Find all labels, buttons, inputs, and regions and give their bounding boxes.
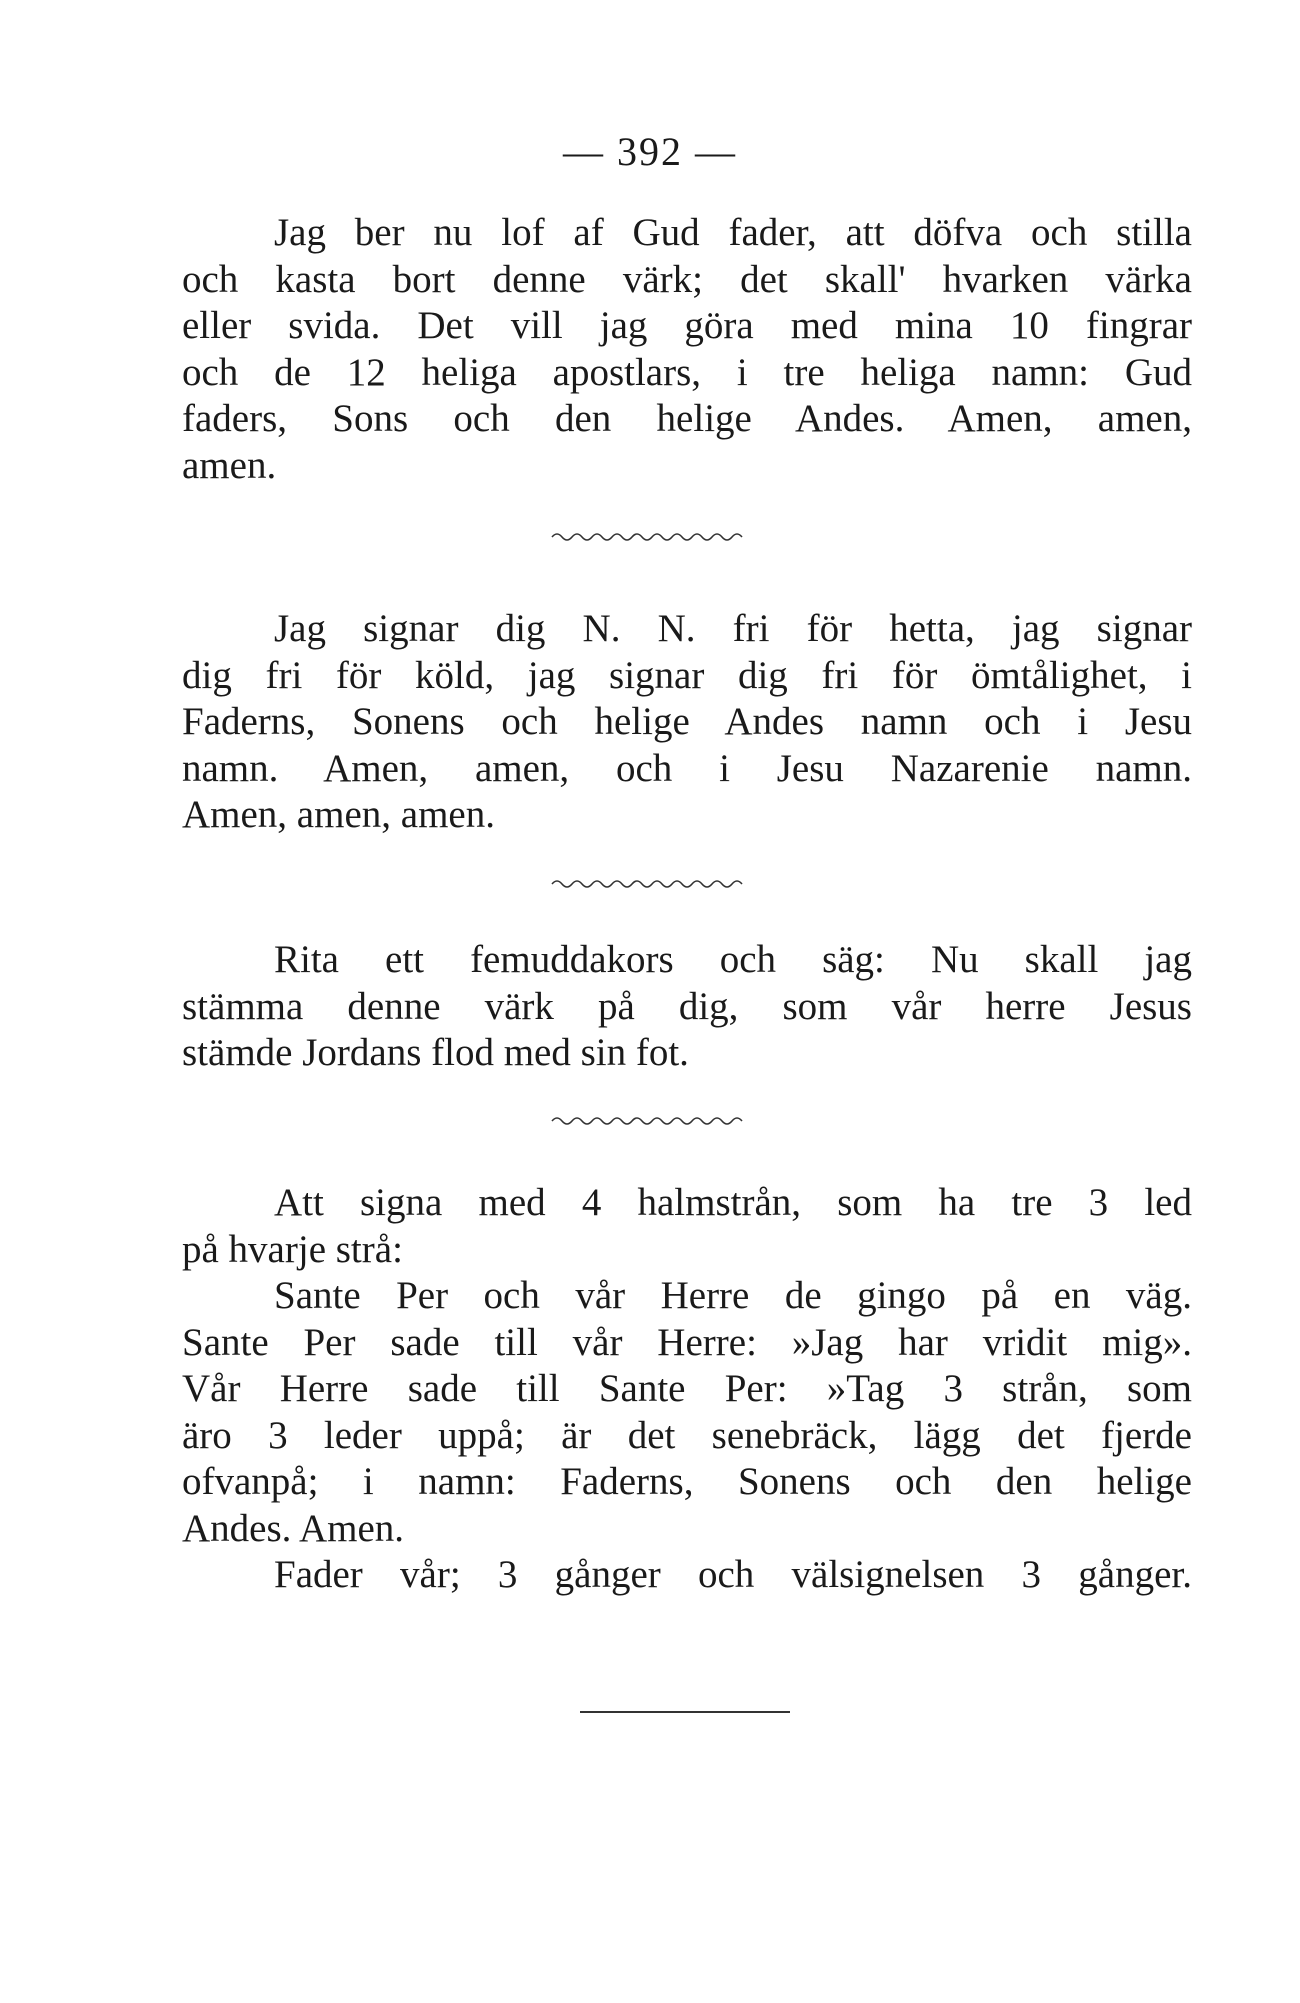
text-line: Fader vår; 3 gånger och välsignelsen 3 gånger.	[274, 1553, 1192, 1596]
text-line: på hvarje strå:	[182, 1227, 403, 1271]
text-line: ofvanpå; i namn: Faderns, Sonens och den helige	[182, 1460, 1192, 1503]
text-line: Jag signar dig N. N. fri för hetta, jag signar	[274, 607, 1192, 650]
text-line: namn. Amen, amen, och i Jesu Nazarenie namn.	[182, 746, 1192, 790]
charm-paragraph-1	[182, 210, 1192, 489]
text-line: och kasta bort denne värk; det skall' hvarken värka	[182, 257, 1192, 301]
text-line: amen.	[182, 443, 277, 487]
text-line: eller svida. Det vill jag göra med mina 10 fingrar	[182, 304, 1192, 347]
text-line: Rita ett femuddakors och säg: Nu skall jag	[274, 938, 1192, 981]
page-number: — 392 —	[563, 129, 737, 174]
charm-paragraph-3	[182, 937, 1192, 1077]
charm-paragraph-2	[182, 606, 1192, 839]
text-line: Sante Per sade till vår Herre: »Jag har vridit mig».	[182, 1320, 1192, 1364]
text-line: stämma denne värk på dig, som vår herre Jesus	[182, 984, 1192, 1028]
charm-paragraph-4	[182, 1180, 1192, 1599]
text-line: Faderns, Sonens och helige Andes namn och i Jesu	[182, 700, 1192, 743]
wavy-separator	[0, 1114, 1300, 1133]
text-line: Vår Herre sade till Sante Per: »Tag 3 strån, som	[182, 1367, 1192, 1410]
text-line: äro 3 leder uppå; är det senebräck, lägg det fjerde	[182, 1413, 1192, 1457]
text-line: Jag ber nu lof af Gud fader, att döfva och stilla	[274, 211, 1192, 254]
wavy-separator	[0, 530, 1300, 549]
text-line: stämde Jordans flod med sin fot.	[182, 1031, 689, 1074]
text-line: och de 12 heliga apostlars, i tre heliga namn: Gud	[182, 350, 1192, 394]
text-line: dig fri för köld, jag signar dig fri för ömtålighet, i	[182, 653, 1192, 697]
text-line: Sante Per och vår Herre de gingo på en väg.	[274, 1274, 1192, 1317]
wavy-separator	[0, 877, 1300, 896]
end-rule	[580, 1711, 790, 1713]
text-line: Amen, amen, amen.	[182, 793, 495, 836]
text-line: faders, Sons och den helige Andes. Amen, amen,	[182, 397, 1192, 440]
text-line: Att signa med 4 halmstrån, som ha tre 3 led	[274, 1181, 1192, 1224]
text-line: Andes. Amen.	[182, 1506, 405, 1550]
